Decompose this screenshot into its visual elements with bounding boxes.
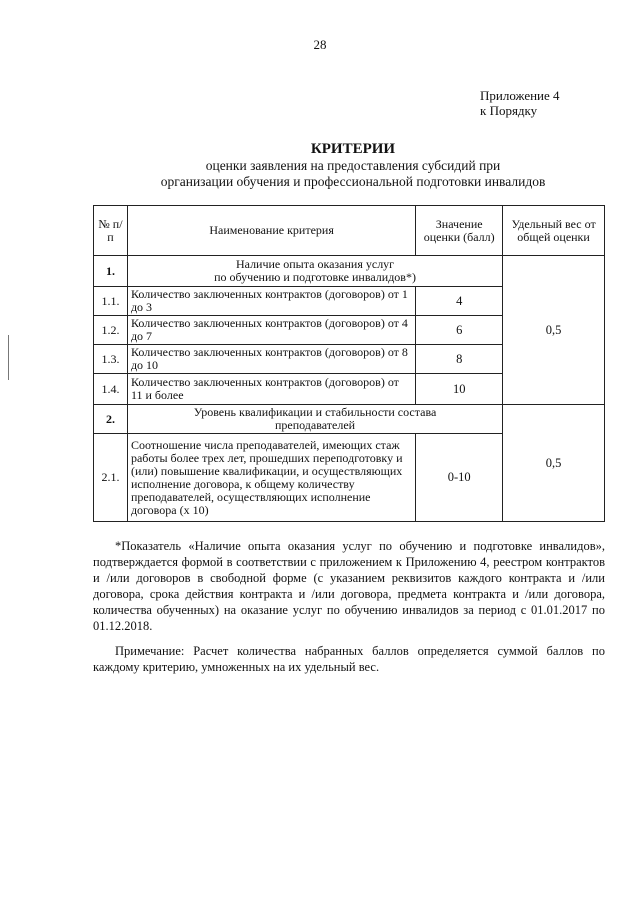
row-value: 8 xyxy=(416,345,503,374)
row-num: 1.4. xyxy=(94,374,128,405)
section-1-title xyxy=(127,256,502,287)
row-num: 2.1. xyxy=(94,434,128,522)
subtitle-line-1: оценки заявления на предоставления субсидий при xyxy=(205,158,501,173)
document-title: КРИТЕРИИ xyxy=(310,141,396,157)
row-value: 6 xyxy=(416,316,503,345)
section-2-weight: 0,5 xyxy=(503,405,605,522)
appendix-line-2: к Порядку xyxy=(480,103,538,118)
row-num: 1.3. xyxy=(94,345,128,374)
page-number: 28 xyxy=(313,37,327,52)
section-2-title-line-2: преподавателей xyxy=(274,418,356,432)
appendix-line-1: Приложение 4 xyxy=(480,88,560,103)
header-name: Наименование критерия xyxy=(127,206,415,256)
criteria-table xyxy=(93,205,605,522)
note: Примечание: Расчет количества набранных баллов определяется суммой баллов по каждому критерию, умноженных на их удельный вес. xyxy=(93,644,605,674)
section-1-title-line-2: по обучению и подготовке инвалидов*) xyxy=(214,270,416,284)
row-criterion: Соотношение числа преподавателей, имеющих стаж работы более трех лет, прошедших переподготовку и (или) повышение квалификации, и осуществляющих исполнение договора, к общему количеству преподавателей, осуществляющих исполнение договора (х 10) xyxy=(127,434,415,522)
header-num: № п/п xyxy=(94,206,128,256)
subtitle-line-2: организации обучения и профессиональной подготовки инвалидов xyxy=(160,174,546,189)
section-1-title-line-1: Наличие опыта оказания услуг xyxy=(235,257,395,271)
header-weight: Удельный вес от общей оценки xyxy=(503,206,605,256)
row-criterion: Количество заключенных контрактов (договоров) от 11 и более xyxy=(127,374,415,405)
row-num: 1.1. xyxy=(94,287,128,316)
row-num: 1.2. xyxy=(94,316,128,345)
row-criterion: Количество заключенных контрактов (договоров) от 8 до 10 xyxy=(127,345,415,374)
margin-mark xyxy=(8,335,9,380)
section-2-num: 2. xyxy=(94,405,128,434)
header-value: Значение оценки (балл) xyxy=(416,206,503,256)
row-criterion: Количество заключенных контрактов (договоров) от 4 до 7 xyxy=(127,316,415,345)
row-value: 4 xyxy=(416,287,503,316)
document-heading xyxy=(93,140,613,190)
row-criterion: Количество заключенных контрактов (договоров) от 1 до 3 xyxy=(127,287,415,316)
footnote: *Показатель «Наличие опыта оказания услуг по обучению и подготовке инвалидов», подтверждается формой в соответствии с приложением к Приложению 4, реестром контрактов и /или договоров в свободной форме (с указанием реквизитов каждого контракта и /или договора, срока действия контракта и /или договора, предмета контракта и /или договора, количества обученных) на оказание услуг по обучению инвалидов за период с 01.01.2017 по 01.12.2018. xyxy=(93,539,605,633)
row-value: 10 xyxy=(416,374,503,405)
section-1-weight: 0,5 xyxy=(503,256,605,405)
appendix-reference xyxy=(480,88,560,118)
section-2-title-line-1: Уровень квалификации и стабильности состава xyxy=(193,405,437,419)
table-header-row xyxy=(94,206,605,256)
section-1-row xyxy=(94,256,605,287)
section-2-row xyxy=(94,405,605,434)
section-1-num: 1. xyxy=(94,256,128,287)
section-2-title xyxy=(127,405,502,434)
row-value: 0-10 xyxy=(416,434,503,522)
